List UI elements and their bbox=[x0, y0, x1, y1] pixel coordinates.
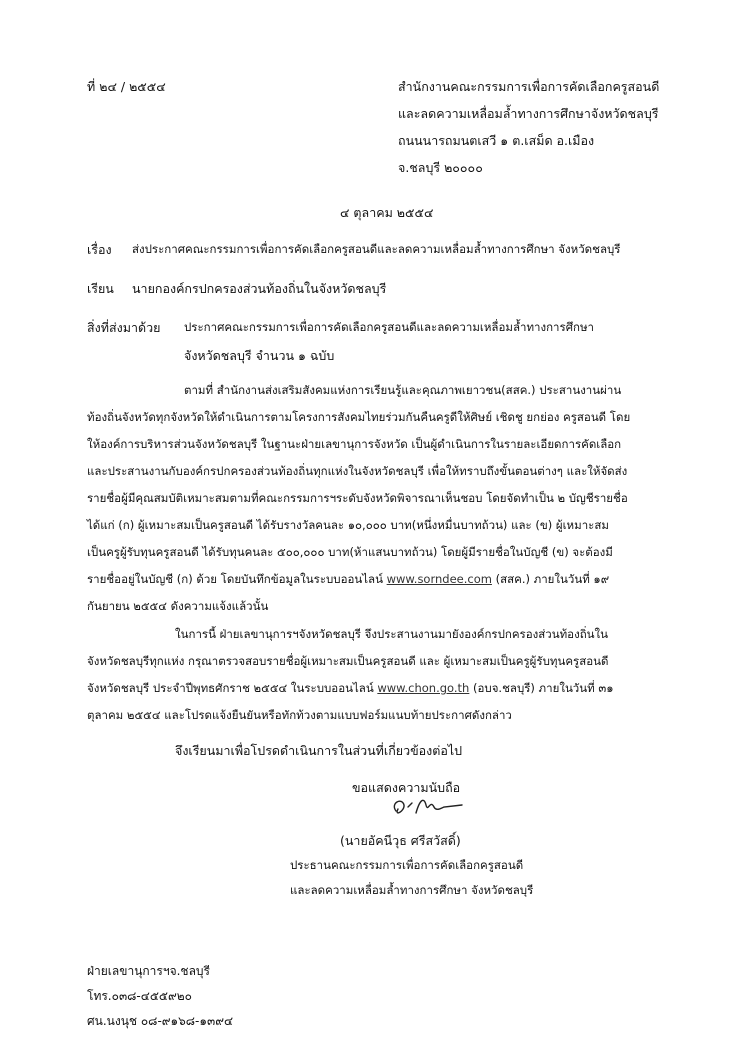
doc-number: ที่ ๒๔ / ๒๕๕๔ bbox=[87, 79, 166, 94]
paragraph-line: ได้แก่ (ก) ผู้เหมาะสมเป็นครูสอนดี ได้รับรางวัลคนละ ๑๐,๐๐๐ บาท(หนึ่งหมื่นบาทถ้วน) และ (ข) ผู้เหมาะสม bbox=[87, 518, 609, 532]
recipient-label: เรียน bbox=[87, 281, 114, 296]
paragraph-text: จังหวัดชลบุรี ประจำปีพุทธศักราช ๒๕๕๔ ในระบบออนไลน์ bbox=[87, 681, 378, 695]
paragraph-line: ในการนี้ ฝ่ายเลขานุการฯจังหวัดชลบุรี จึงประสานงานมายังองค์กรปกครองส่วนท้องถิ่นใน bbox=[175, 627, 609, 641]
paragraph-line: ท้องถิ่นจังหวัดทุกจังหวัดให้ดำเนินการตามโครงการสังคมไทยร่วมกันคืนครูดีให้ศิษย์ เชิดชู ยกย่อง ครูสอนดี โดย bbox=[87, 410, 631, 424]
paragraph-line bbox=[87, 680, 614, 698]
closing-line: จึงเรียนมาเพื่อโปรดดำเนินการในส่วนที่เกี่ยวข้องต่อไป bbox=[175, 743, 463, 758]
paragraph-line: กันยายน ๒๕๕๔ ดังความแจ้งแล้วนั้น bbox=[87, 599, 269, 613]
sorndee-link[interactable]: www.sorndee.com bbox=[386, 572, 492, 586]
enclosure-label: สิ่งที่ส่งมาด้วย bbox=[87, 320, 161, 335]
enclosure-line: ประกาศคณะกรรมการเพื่อการคัดเลือกครูสอนดีและลดความเหลื่อมล้ำทางการศึกษา bbox=[184, 320, 594, 334]
regards: ขอแสดงความนับถือ bbox=[352, 780, 461, 795]
signer-name: (นายอัคนีวุธ ศรีสวัสดิ์) bbox=[340, 833, 461, 848]
footer-line: โทร.๐๓๘-๔๕๕๙๒๐ bbox=[87, 989, 192, 1003]
recipient-text: นายกองค์กรปกครองส่วนท้องถิ่นในจังหวัดชลบุรี bbox=[132, 281, 387, 296]
address-line: จ.ชลบุรี ๒๐๐๐๐ bbox=[398, 160, 483, 175]
letter-date: ๔ ตุลาคม ๒๕๕๔ bbox=[340, 205, 434, 220]
paragraph-text: (อบจ.ชลบุรี) ภายในวันที่ ๓๑ bbox=[469, 681, 614, 695]
subject-label: เรื่อง bbox=[87, 242, 112, 257]
subject-text: ส่งประกาศคณะกรรมการเพื่อการคัดเลือกครูสอนดีและลดความเหลื่อมล้ำทางการศึกษา จังหวัดชลบุรี bbox=[132, 242, 621, 256]
paragraph-line: ให้องค์การบริหารส่วนจังหวัดชลบุรี ในฐานะฝ่ายเลขานุการจังหวัด เป็นผู้ดำเนินการในรายละเอียดการคัดเลือก bbox=[87, 437, 622, 451]
enclosure-line: จังหวัดชลบุรี จำนวน ๑ ฉบับ bbox=[184, 348, 335, 363]
paragraph-line: และประสานงานกับองค์กรปกครองส่วนท้องถิ่นทุกแห่งในจังหวัดชลบุรี เพื่อให้ทราบถึงขั้นตอนต่างๆ และให้จัดส่ง bbox=[87, 464, 628, 478]
paragraph-line: เป็นครูผู้รับทุนครูสอนดี ได้รับทุนคนละ ๕๐๐,๐๐๐ บาท(ห้าแสนบาทถ้วน) โดยผู้มีรายชื่อในบัญชี (ข) จะต้องมี bbox=[87, 545, 613, 559]
paragraph-line: ตามที่ สำนักงานส่งเสริมสังคมแห่งการเรียนรู้และคุณภาพเยาวชน(สสค.) ประสานงานผ่าน bbox=[184, 383, 622, 397]
signature-image bbox=[388, 793, 468, 823]
paragraph-line: รายชื่อผู้มีคุณสมบัติเหมาะสมตามที่คณะกรรมการฯระดับจังหวัดพิจารณาเห็นชอบ โดยจัดทำเป็น ๒ บัญชีรายชื่อ bbox=[87, 491, 628, 505]
paragraph-text: รายชื่ออยู่ในบัญชี (ก) ด้วย โดยบันทึกข้อมูลในระบบออนไลน์ bbox=[87, 572, 387, 586]
signer-title-line: และลดความเหลื่อมล้ำทางการศึกษา จังหวัดชลบุรี bbox=[290, 883, 534, 897]
paragraph-line bbox=[87, 571, 609, 589]
footer-line: ศน.นงนุช ๐๘-๙๑๖๘-๑๓๙๔ bbox=[87, 1014, 234, 1028]
chon-link[interactable]: www.chon.go.th bbox=[377, 681, 470, 695]
address-line: ถนนนารถมนตเสวี ๑ ต.เสม็ด อ.เมือง bbox=[398, 133, 595, 148]
paragraph-line: ตุลาคม ๒๕๕๔ และโปรดแจ้งยืนยันหรือทักท้วงตามแบบฟอร์มแนบท้ายประกาศดังกล่าว bbox=[87, 708, 512, 722]
paragraph-text: (สสค.) ภายในวันที่ ๑๙ bbox=[491, 572, 610, 586]
address-line: และลดความเหลื่อมล้ำทางการศึกษาจังหวัดชลบุรี bbox=[398, 106, 659, 121]
paragraph-line: จังหวัดชลบุรีทุกแห่ง กรุณาตรวจสอบรายชื่อผู้เหมาะสมเป็นครูสอนดี และ ผู้เหมาะสมเป็นครูผู้รับทุนครูสอนดี bbox=[87, 654, 609, 668]
address-line: สำนักงานคณะกรรมการเพื่อการคัดเลือกครูสอนดี bbox=[398, 79, 660, 94]
signer-title-line: ประธานคณะกรรมการเพื่อการคัดเลือกครูสอนดี bbox=[290, 858, 524, 872]
footer-line: ฝ่ายเลขานุการฯจ.ชลบุรี bbox=[87, 964, 210, 978]
